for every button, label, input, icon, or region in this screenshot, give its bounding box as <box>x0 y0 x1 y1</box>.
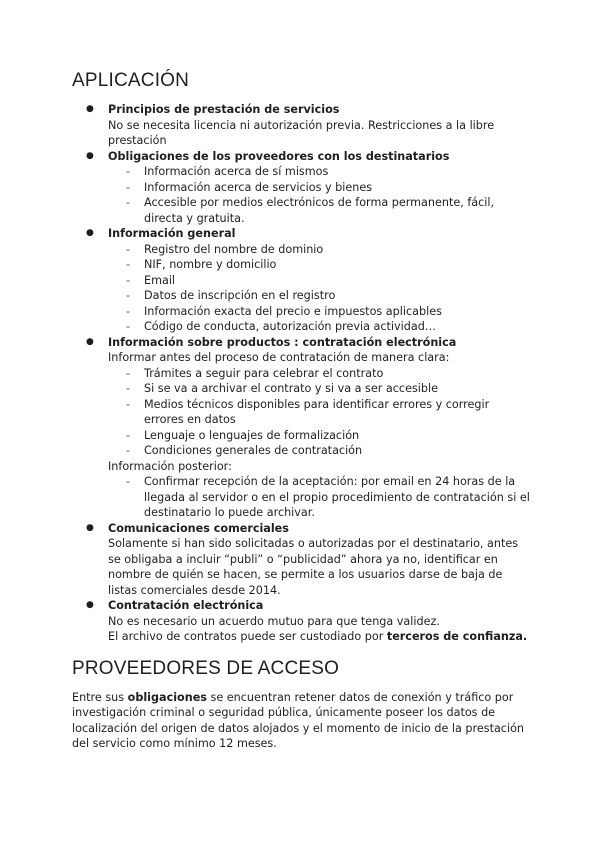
obligaciones-dash-list <box>108 164 532 226</box>
bullet-obligaciones <box>72 149 532 227</box>
bullet-text-comunicaciones: Solamente si han sido solicitadas o autorizadas por el destinatario, antes se obligaba a incluir “publi” o “publicidad” ahora ya no, identificar en nombre de quién se hacen, se permite a los usuarios darse de baja de listas comerciales desde 2014. <box>108 537 519 597</box>
aplicacion-bullet-list <box>72 102 532 645</box>
dash-item: - NIF, nombre y domicilio <box>108 257 532 273</box>
dash-item: - Email <box>108 273 532 289</box>
bullet-informacion-general <box>72 226 532 335</box>
dash-item: - Datos de inscripción en el registro <box>108 288 532 304</box>
dash-item: - Confirmar recepción de la aceptación: por email en 24 horas de la llegada al servidor o en el propio procedimiento de contratación si el destinatario lo puede archivar. <box>108 474 532 521</box>
intro-after-text: Información posterior: <box>108 459 232 473</box>
dash-item: - Registro del nombre de dominio <box>108 242 532 258</box>
dash-item: - Accesible por medios electrónicos de forma permanente, fácil, directa y gratuita. <box>108 195 532 226</box>
bullet-title-comunicaciones: ● Comunicaciones comerciales <box>108 521 289 535</box>
proveedores-paragraph <box>72 690 532 752</box>
bullet-title-obligaciones: ● Obligaciones de los proveedores con los destinatarios <box>108 149 450 163</box>
section-heading-aplicacion: APLICACIÓN <box>72 70 190 91</box>
dash-item: - Medios técnicos disponibles para identificar errores y corregir errores en datos <box>108 397 532 428</box>
contratacion-line1: No es necesario un acuerdo mutuo para que tenga validez. <box>108 614 440 628</box>
after-dash-list <box>108 474 532 521</box>
dash-item: - Si se va a archivar el contrato y si va a ser accesible <box>108 381 532 397</box>
section-heading-proveedores: PROVEEDORES DE ACCESO <box>72 657 340 679</box>
bullet-title-principios: ● Principios de prestación de servicios <box>108 103 340 116</box>
informacion-general-dash-list <box>108 242 532 335</box>
dash-item: - Información acerca de sí mismos <box>108 164 532 180</box>
proveedores-prefix: Entre sus <box>72 690 128 704</box>
dash-item: - Trámites a seguir para celebrar el contrato <box>108 366 532 382</box>
dash-item: - Información exacta del precio e impuestos aplicables <box>108 304 532 320</box>
intro-before-text: Informar antes del proceso de contratación de manera clara: <box>108 351 450 364</box>
contratacion-line2-prefix: El archivo de contratos puede ser custodiado por <box>108 630 387 643</box>
dash-item: - Lenguaje o lenguajes de formalización <box>108 428 532 444</box>
dash-item: - Condiciones generales de contratación <box>108 443 532 459</box>
bullet-title-informacion-productos: ● Información sobre productos : contratación electrónica <box>108 335 457 349</box>
proveedores-bold: obligaciones <box>127 690 207 704</box>
contratacion-line2 <box>108 629 532 645</box>
document-page <box>72 68 532 752</box>
proveedores-suffix: se encuentran retener datos de conexión y tráfico por investigación criminal o seguridad pública, únicamente poseer los datos de localización del origen de datos alojados y el momento de inicio de la prestación del servicio como mínimo 12 meses. <box>72 690 525 750</box>
aplicacion-section <box>72 102 532 645</box>
bullet-informacion-productos <box>72 335 532 521</box>
dash-item: - Código de conducta, autorización previa actividad… <box>108 319 532 335</box>
dash-item: - Información acerca de servicios y bienes <box>108 180 532 196</box>
before-dash-list <box>108 366 532 459</box>
bullet-comunicaciones <box>72 521 532 599</box>
bullet-title-contratacion: ● Contratación electrónica <box>108 599 264 612</box>
bullet-title-informacion-general: ● Información general <box>108 227 236 240</box>
bullet-principios <box>72 102 532 149</box>
bullet-text-principios: No se necesita licencia ni autorización previa. Restricciones a la libre prestación <box>108 118 495 147</box>
bullet-contratacion <box>72 598 532 645</box>
contratacion-line2-bold: terceros de confianza. <box>386 630 528 643</box>
